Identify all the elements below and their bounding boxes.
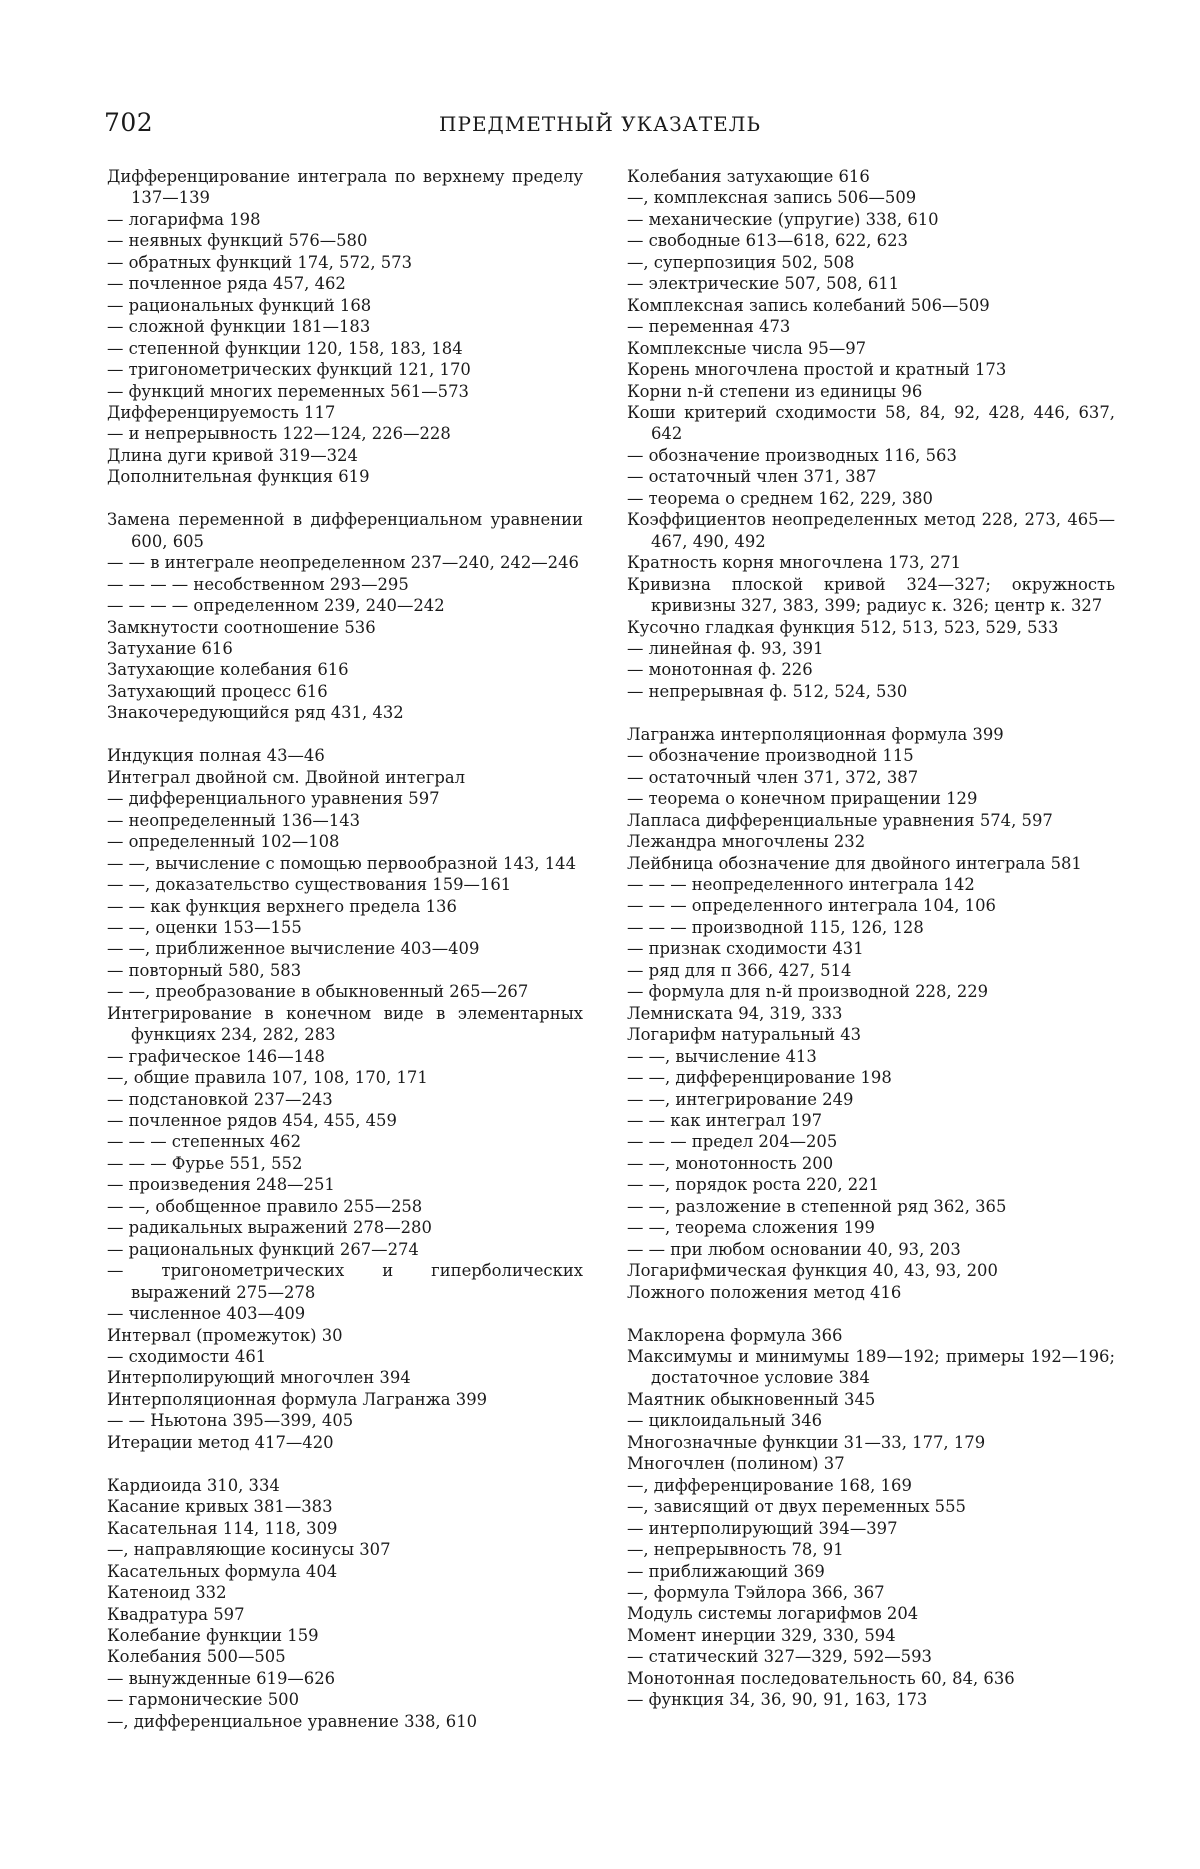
index-entry: —, дифференциальное уравнение 338, 610	[107, 1711, 478, 1731]
index-entry: Затухающие колебания 616	[107, 660, 349, 680]
index-entry: — —, доказательство существования 159—161	[107, 875, 512, 895]
index-entry: Затухающий процесс 616	[107, 681, 328, 701]
index-entry: — почленное рядов 454, 455, 459	[107, 1111, 397, 1131]
running-head: ПРЕДМЕТНЫЙ УКАЗАТЕЛЬ	[439, 112, 761, 136]
index-entry: Интервал (промежуток) 30	[107, 1325, 343, 1345]
index-entry: — — в интеграле неопределенном 237—240, 242—246	[107, 553, 579, 573]
index-entry: — логарифма 198	[107, 209, 261, 229]
index-entry: Индукция полная 43—46	[107, 746, 325, 766]
index-entry: — степенной функции 120, 158, 183, 184	[107, 338, 463, 358]
index-entry: Кардиоида 310, 334	[107, 1475, 280, 1495]
index-entry: — определенный 102—108	[107, 832, 340, 852]
index-entry: Дифференцируемость 117	[107, 402, 336, 422]
index-entry: Квадратура 597	[107, 1604, 245, 1624]
section-gap	[107, 724, 583, 746]
index-entry: — линейная ф. 93, 391	[627, 638, 824, 658]
index-entry: — функций многих переменных 561—573	[107, 381, 469, 401]
index-entry: Интеграл двойной см. Двойной интеграл	[107, 767, 466, 787]
index-entry: Интерполирующий многочлен 394	[107, 1368, 411, 1388]
index-entry: Интегрирование в конечном виде в элементарных функциях 234, 282, 283	[107, 1003, 583, 1045]
index-entry: Корень многочлена простой и кратный 173	[627, 360, 1007, 380]
index-entry: — признак сходимости 431	[627, 939, 864, 959]
index-entry: — произведения 248—251	[107, 1175, 335, 1195]
index-entry: Многочлен (полином) 37	[627, 1454, 845, 1474]
index-entry: Дифференцирование интеграла по верхнему пределу 137—139	[107, 167, 583, 208]
index-entry: —, зависящий от двух переменных 555	[627, 1497, 966, 1517]
index-entry: — повторный 580, 583	[107, 960, 302, 980]
index-entry: — неявных функций 576—580	[107, 231, 368, 251]
index-entry: — —, оценки 153—155	[107, 917, 302, 937]
index-entry: — — как интеграл 197	[627, 1110, 823, 1130]
page-number: 702	[104, 108, 154, 137]
index-entry: — — — производной 115, 126, 128	[627, 917, 924, 937]
index-entry: Момент инерции 329, 330, 594	[627, 1625, 896, 1645]
index-entry: — свободные 613—618, 622, 623	[627, 231, 908, 251]
index-entry: — неопределенный 136—143	[107, 810, 361, 830]
index-entry: Коши критерий сходимости 58, 84, 92, 428, 446, 637, 642	[627, 402, 1115, 444]
index-entry: Замена переменной в дифференциальном уравнении 600, 605	[107, 510, 583, 551]
section-gap	[627, 702, 1115, 724]
index-entry: — — — — определенном 239, 240—242	[107, 596, 445, 616]
section-gap	[107, 488, 583, 510]
index-entry: — монотонная ф. 226	[627, 660, 813, 680]
section-gap	[627, 1303, 1115, 1325]
index-entry: Кратность корня многочлена 173, 271	[627, 553, 962, 573]
index-entry: Кусочно гладкая функция 512, 513, 523, 529, 533	[627, 617, 1059, 637]
index-entry: —, направляющие косинусы 307	[107, 1540, 391, 1560]
index-entry: — —, обобщенное правило 255—258	[107, 1196, 423, 1216]
index-entry: — тригонометрических и гиперболических выражений 275—278	[107, 1261, 583, 1302]
index-entry: — ряд для π 366, 427, 514	[627, 960, 852, 980]
index-entry: — — — неопределенного интеграла 142	[627, 875, 975, 894]
index-entry: Катеноид 332	[107, 1583, 227, 1603]
index-entry: Лагранжа интерполяционная формула 399	[627, 724, 1004, 744]
index-entry: Касание кривых 381—383	[107, 1497, 333, 1517]
index-entry: —, комплексная запись 506—509	[627, 188, 917, 208]
index-entry: — теорема о конечном приращении 129	[627, 789, 978, 809]
index-entry: — —, вычисление с помощью первообразной 143, 144	[107, 853, 577, 873]
index-entry: Затухание 616	[107, 639, 233, 659]
index-entry: — — — Фурье 551, 552	[107, 1153, 303, 1173]
index-entry: — — при любом основании 40, 93, 203	[627, 1239, 961, 1259]
index-entry: Максимумы и минимумы 189—192; примеры 192—196; достаточное условие 384	[627, 1347, 1115, 1388]
index-entry: — механические (упругие) 338, 610	[627, 209, 939, 229]
index-entry: Колебание функции 159	[107, 1625, 319, 1645]
index-entry: Лапласа дифференциальные уравнения 574, 597	[627, 810, 1053, 830]
index-entry: — и непрерывность 122—124, 226—228	[107, 424, 451, 444]
index-entry: Маклорена формула 366	[627, 1325, 843, 1345]
index-entry: — функция 34, 36, 90, 91, 163, 173	[627, 1690, 928, 1710]
index-entry: — —, теорема сложения 199	[627, 1218, 875, 1238]
index-entry: Дополнительная функция 619	[107, 467, 370, 487]
index-entry: Касательная 114, 118, 309	[107, 1518, 338, 1538]
index-entry: — — — предел 204—205	[627, 1132, 838, 1152]
index-entry: — радикальных выражений 278—280	[107, 1218, 432, 1238]
index-entry: Ложного положения метод 416	[627, 1282, 902, 1302]
index-entry: — обратных функций 174, 572, 573	[107, 252, 413, 272]
index-entry: — переменная 473	[627, 317, 791, 337]
index-entry: — гармонические 500	[107, 1690, 299, 1710]
index-entry: — — как функция верхнего предела 136	[107, 896, 457, 916]
index-column-right	[627, 166, 1115, 1711]
index-entry: — —, дифференцирование 198	[627, 1068, 892, 1088]
index-entry: — —, монотонность 200	[627, 1153, 834, 1173]
index-entry: Логарифмическая функция 40, 43, 93, 200	[627, 1261, 998, 1281]
index-entry: — статический 327—329, 592—593	[627, 1647, 932, 1667]
index-entry: Логарифм натуральный 43	[627, 1025, 862, 1045]
index-entry: —, суперпозиция 502, 508	[627, 252, 855, 272]
index-entry: — —, преобразование в обыкновенный 265—267	[107, 982, 529, 1002]
index-entry: Длина дуги кривой 319—324	[107, 445, 358, 465]
index-entry: Лежандра многочлены 232	[627, 832, 866, 852]
index-entry: Кривизна плоской кривой 324—327; окружность кривизны 327, 383, 399; радиус к. 326; центр к. 327	[627, 574, 1115, 616]
index-entry: Модуль системы логарифмов 204	[627, 1604, 919, 1624]
index-entry: — почленное ряда 457, 462	[107, 274, 346, 294]
index-entry: Знакочередующийся ряд 431, 432	[107, 703, 404, 723]
index-entry: Корни n-й степени из единицы 96	[627, 381, 923, 401]
index-entry: Комплексная запись колебаний 506—509	[627, 295, 990, 315]
index-entry: Монотонная последовательность 60, 84, 636	[627, 1668, 1015, 1688]
index-entry: — рациональных функций 267—274	[107, 1239, 419, 1259]
index-entry: — формула для n-й производной 228, 229	[627, 982, 989, 1002]
index-entry: Колебания 500—505	[107, 1647, 286, 1667]
index-entry: Интерполяционная формула Лагранжа 399	[107, 1389, 488, 1409]
index-entry: — —, интегрирование 249	[627, 1089, 854, 1109]
index-entry: —, общие правила 107, 108, 170, 171	[107, 1068, 428, 1088]
index-entry: — тригонометрических функций 121, 170	[107, 360, 471, 380]
index-entry: — циклоидальный 346	[627, 1411, 823, 1431]
index-entry: — — — — несобственном 293—295	[107, 574, 409, 594]
index-entry: Итерации метод 417—420	[107, 1432, 334, 1452]
index-entry: — обозначение производных 116, 563	[627, 445, 957, 465]
index-entry: — остаточный член 371, 387	[627, 467, 877, 487]
index-entry: — интерполирующий 394—397	[627, 1518, 898, 1538]
index-entry: — численное 403—409	[107, 1304, 306, 1324]
index-entry: — приближающий 369	[627, 1561, 825, 1581]
index-entry: — теорема о среднем 162, 229, 380	[627, 488, 933, 508]
index-entry: — — — определенного интеграла 104, 106	[627, 896, 996, 916]
index-entry: — —, порядок роста 220, 221	[627, 1175, 880, 1195]
index-entry: — электрические 507, 508, 611	[627, 274, 900, 294]
index-entry: Многозначные функции 31—33, 177, 179	[627, 1432, 986, 1452]
index-entry: — остаточный член 371, 372, 387	[627, 767, 919, 787]
index-entry: — графическое 146—148	[107, 1046, 325, 1066]
index-entry: Коэффициентов неопределенных метод 228, 273, 465—467, 490, 492	[627, 510, 1115, 551]
index-entry: Лемниската 94, 319, 333	[627, 1003, 843, 1023]
index-entry: — —, приближенное вычисление 403—409	[107, 939, 480, 959]
index-entry: Замкнутости соотношение 536	[107, 617, 376, 637]
index-entry: —, непрерывность 78, 91	[627, 1540, 844, 1560]
index-entry: —, формула Тэйлора 366, 367	[627, 1583, 885, 1602]
index-entry: — обозначение производной 115	[627, 746, 914, 766]
index-entry: — вынужденные 619—626	[107, 1668, 336, 1688]
index-column-left	[107, 166, 583, 1732]
index-entry: Колебания затухающие 616	[627, 167, 870, 186]
index-entry: — — Ньютона 395—399, 405	[107, 1411, 354, 1431]
index-entry: — дифференциального уравнения 597	[107, 789, 440, 809]
index-entry: — непрерывная ф. 512, 524, 530	[627, 681, 908, 701]
index-entry: — — — степенных 462	[107, 1132, 302, 1152]
index-entry: — сложной функции 181—183	[107, 317, 371, 337]
index-entry: Комплексные числа 95—97	[627, 338, 867, 358]
index-entry: — сходимости 461	[107, 1347, 267, 1367]
section-gap	[107, 1453, 583, 1475]
index-entry: — —, вычисление 413	[627, 1046, 817, 1066]
index-entry: —, дифференцирование 168, 169	[627, 1475, 912, 1495]
index-entry: Маятник обыкновенный 345	[627, 1389, 876, 1409]
index-entry: Касательных формула 404	[107, 1561, 338, 1581]
index-entry: Лейбница обозначение для двойного интеграла 581	[627, 853, 1082, 873]
index-entry: — рациональных функций 168	[107, 295, 372, 315]
index-entry: — подстановкой 237—243	[107, 1089, 333, 1109]
index-entry: — —, разложение в степенной ряд 362, 365	[627, 1196, 1007, 1216]
